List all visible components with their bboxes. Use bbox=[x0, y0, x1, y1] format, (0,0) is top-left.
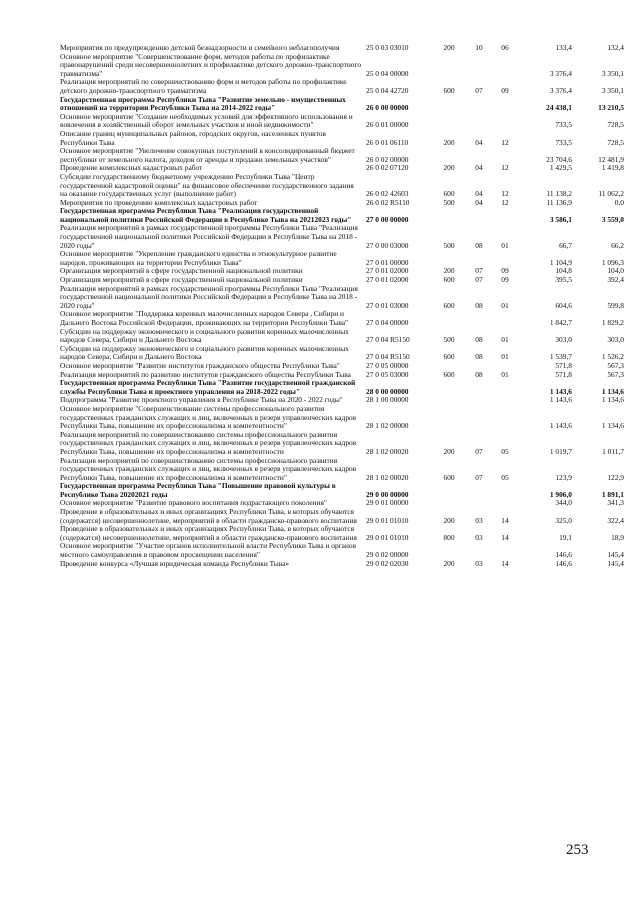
row-vr: 800 bbox=[443, 532, 455, 542]
row-pr: 01 bbox=[501, 240, 509, 250]
row-sum-approved: 66,7 bbox=[559, 240, 572, 250]
row-name: Проведение в образовательных и иных организациях Республики Тыва, в которых обучаются (содержатся) несовершеннолетние, мероприятий в области гражданско-правового воспитания bbox=[60, 507, 357, 525]
row-pr: 12 bbox=[501, 197, 509, 207]
row-vr bbox=[432, 207, 466, 224]
row-sum-executed: 145,4 bbox=[607, 550, 624, 560]
row-code: 27 0 04 R5150 bbox=[366, 335, 410, 345]
table-row bbox=[58, 310, 626, 327]
row-sum-approved: 1 429,5 bbox=[549, 163, 572, 173]
row-name: Государственная программа Республики Тыва "Повышение правовой культуры в Республике Тыва 20202021 годы bbox=[60, 481, 336, 499]
row-sum-approved: 1 539,7 bbox=[549, 352, 572, 362]
row-code: 28 1 00 00000 bbox=[366, 395, 409, 405]
row-pr: 01 bbox=[501, 335, 509, 345]
row-vr bbox=[432, 542, 466, 559]
row-sum-approved: 1 019,7 bbox=[549, 446, 572, 456]
row-pr: 12 bbox=[501, 189, 509, 199]
row-vr: 200 bbox=[443, 558, 455, 568]
row-name: Мероприятия по предупреждению детской безнадзорности и семейного неблагополучия bbox=[60, 43, 340, 52]
row-rz bbox=[466, 542, 492, 559]
row-rz: 03 bbox=[475, 558, 483, 568]
row-sum-executed: 322,4 bbox=[607, 515, 624, 525]
row-code: 28 1 02 00020 bbox=[366, 472, 409, 482]
row-pr bbox=[492, 499, 518, 508]
row-pr bbox=[492, 207, 518, 224]
row-rz: 08 bbox=[475, 369, 483, 379]
row-vr bbox=[432, 113, 466, 130]
row-sum-approved: 1 143,6 bbox=[549, 386, 572, 396]
table-row bbox=[58, 560, 626, 569]
row-rz: 03 bbox=[475, 515, 483, 525]
row-rz: 08 bbox=[475, 352, 483, 362]
row-sum-executed: 567,3 bbox=[607, 369, 624, 379]
row-name: Основное мероприятие "Развитие правового воспитания подрастающего поколения" bbox=[60, 498, 327, 508]
row-name: Реализация мероприятий по совершенствованию системы профессионального развития государственных гражданских служащих и лиц, включенных в резерв управленческих кадров Республики Тыва, повышение их профессионализма и компетентности" bbox=[60, 455, 357, 482]
row-sum-executed: 392,4 bbox=[607, 275, 624, 285]
row-rz: 04 bbox=[475, 197, 483, 207]
row-sum-approved: 24 438,1 bbox=[546, 103, 572, 113]
table-row bbox=[58, 173, 626, 199]
table-row bbox=[58, 482, 626, 499]
row-rz: 07 bbox=[475, 266, 483, 276]
row-sum-approved: 303,0 bbox=[555, 335, 572, 345]
row-rz: 07 bbox=[475, 275, 483, 285]
row-name: Реализация мероприятий по совершенствованию форм и методов работы по профилактике детского дорожно-транспортного травматизма bbox=[60, 77, 347, 95]
row-sum-approved: 146,6 bbox=[555, 550, 572, 560]
row-vr bbox=[432, 499, 466, 508]
row-rz bbox=[466, 96, 492, 113]
row-vr: 600 bbox=[443, 85, 455, 95]
table-row bbox=[58, 405, 626, 431]
row-vr bbox=[432, 310, 466, 327]
budget-table-body bbox=[58, 44, 626, 568]
table-row bbox=[58, 147, 626, 164]
row-sum-approved: 3 376,4 bbox=[549, 68, 572, 78]
row-rz: 03 bbox=[475, 532, 483, 542]
row-sum-approved: 395,5 bbox=[555, 275, 572, 285]
row-name: Описание границ муниципальных районов, городских округов, населенных пунктов Республики Тыва bbox=[60, 128, 326, 147]
row-sum-executed: 3 559,0 bbox=[601, 214, 624, 224]
row-rz bbox=[466, 310, 492, 327]
row-sum-executed: 1 134,6 bbox=[601, 421, 624, 431]
row-pr bbox=[492, 542, 518, 559]
row-sum-executed: 1 011,7 bbox=[602, 446, 624, 456]
row-vr bbox=[432, 147, 466, 164]
row-name: Основное мероприятие "Увеличение совокупных поступлений в консолидированный бюджет республики от земельного налога, доходов от аренды и продажи земельных участков" bbox=[60, 146, 355, 164]
row-code: 27 0 05 00000 bbox=[366, 360, 409, 370]
table-row bbox=[58, 508, 626, 525]
row-sum-executed: 1 134,6 bbox=[601, 386, 624, 396]
row-rz bbox=[466, 396, 492, 405]
row-pr bbox=[492, 96, 518, 113]
table-row bbox=[58, 542, 626, 559]
row-vr: 200 bbox=[443, 43, 455, 52]
row-sum-executed: 66,2 bbox=[611, 240, 624, 250]
row-sum-approved: 11 136,9 bbox=[546, 197, 572, 207]
row-vr: 200 bbox=[443, 515, 455, 525]
table-row bbox=[58, 457, 626, 483]
row-code: 27 0 01 02000 bbox=[366, 266, 409, 276]
row-code: 25 0 04 42720 bbox=[366, 85, 409, 95]
row-sum-approved: 1 143,6 bbox=[549, 395, 572, 405]
row-name: Реализация мероприятий по совершенствованию системы профессионального развития государственных гражданских служащих и лиц, включенных в резерв управленческих кадров Республики Тыва, повышение их профессионализма и компетентности bbox=[60, 429, 357, 456]
row-name: Проведение комплексных кадастровых работ bbox=[60, 163, 203, 173]
row-name: Основное мероприятие "Поддержка коренных малочисленных народов Севера , Сибири и Дальнего Востока Российской Федерации, проживающих на территории Республики Тыва" bbox=[60, 309, 349, 327]
row-sum-approved: 104,8 bbox=[555, 266, 572, 276]
row-rz bbox=[466, 147, 492, 164]
table-row bbox=[58, 53, 626, 79]
row-pr bbox=[492, 113, 518, 130]
table-row bbox=[58, 345, 626, 362]
row-rz: 04 bbox=[475, 137, 483, 147]
row-code: 26 0 02 R5110 bbox=[366, 197, 410, 207]
row-vr bbox=[432, 53, 466, 79]
row-vr: 500 bbox=[443, 335, 455, 345]
row-sum-executed: 1 134,6 bbox=[601, 395, 624, 405]
row-vr: 600 bbox=[443, 472, 455, 482]
row-pr bbox=[492, 379, 518, 396]
row-sum-executed: 18,9 bbox=[611, 532, 624, 542]
row-vr: 500 bbox=[443, 240, 455, 250]
row-sum-approved: 1 906,0 bbox=[549, 489, 572, 499]
table-row bbox=[58, 250, 626, 267]
row-sum-executed: 1 891,1 bbox=[601, 489, 624, 499]
row-pr: 01 bbox=[501, 369, 509, 379]
table-row bbox=[58, 379, 626, 396]
row-code: 28 0 00 00000 bbox=[366, 386, 409, 396]
row-sum-executed: 567,3 bbox=[607, 360, 624, 370]
row-name: Основное мероприятие "Создание необходимых условий для эффективного использования и вовлечения в хозяйственный оборот земельных участков и иной недвижимости" bbox=[60, 111, 353, 130]
row-code: 26 0 02 42603 bbox=[366, 189, 409, 199]
row-sum-approved: 1 143,6 bbox=[549, 421, 572, 431]
row-sum-approved: 133,4 bbox=[555, 43, 572, 52]
row-vr: 600 bbox=[443, 275, 455, 285]
row-vr: 500 bbox=[443, 197, 455, 207]
row-name: Реализация мероприятий в рамках государственной программы Республики Тыва "Реализация государственной национальной политики Российской Федерации в Республике Тыва на 2018 - 2020 годы" bbox=[60, 283, 358, 310]
row-rz bbox=[466, 113, 492, 130]
row-rz: 08 bbox=[475, 240, 483, 250]
row-pr: 09 bbox=[501, 275, 509, 285]
row-sum-approved: 325,0 bbox=[555, 515, 572, 525]
row-rz bbox=[466, 499, 492, 508]
row-code: 26 0 01 06110 bbox=[366, 137, 409, 147]
row-name: Государственная программа Республики Тыва "Реализация государственной национальной политики Российской Федерации в Республике Тыва на 20212023 годы" bbox=[60, 206, 352, 224]
row-sum-approved: 3 376,4 bbox=[549, 85, 572, 95]
row-pr: 14 bbox=[501, 532, 509, 542]
row-vr: 200 bbox=[443, 266, 455, 276]
row-sum-approved: 11 138,2 bbox=[546, 189, 572, 199]
row-code: 26 0 00 00000 bbox=[366, 103, 409, 113]
row-pr: 14 bbox=[501, 515, 509, 525]
row-name: Основное мероприятие "Участие органов исполнительной власти Республики Тыва и органов местного самоуправления в правовом просвещении населения" bbox=[60, 541, 357, 560]
row-sum-approved: 1 842,7 bbox=[549, 318, 572, 327]
row-vr bbox=[432, 405, 466, 431]
row-name: Субсидии на поддержку экономического и социального развития коренных малочисленных народов Севера, Сибири и Дальнего Востока bbox=[60, 343, 349, 362]
row-sum-executed: 12 481,9 bbox=[598, 154, 624, 164]
row-name: Организация мероприятий в сфере государственной национальной политики bbox=[60, 266, 303, 276]
row-code: 27 0 05 03000 bbox=[366, 369, 409, 379]
row-pr: 05 bbox=[501, 472, 509, 482]
row-pr: 14 bbox=[501, 558, 509, 568]
row-rz: 07 bbox=[475, 85, 483, 95]
row-name: Реализация мероприятий по развитию институтов гражданского общества Республики Тыва bbox=[60, 369, 351, 379]
row-pr: 12 bbox=[501, 163, 509, 173]
row-code: 29 0 01 00000 bbox=[366, 498, 409, 508]
row-sum-approved: 571,8 bbox=[555, 369, 572, 379]
row-sum-approved: 3 586,1 bbox=[549, 214, 572, 224]
table-row bbox=[58, 285, 626, 311]
row-pr bbox=[492, 53, 518, 79]
row-pr: 05 bbox=[501, 446, 509, 456]
row-code: 26 0 01 00000 bbox=[366, 120, 409, 130]
row-sum-executed: 3 350,1 bbox=[601, 68, 624, 78]
row-rz bbox=[466, 207, 492, 224]
table-row bbox=[58, 207, 626, 224]
table-row bbox=[58, 130, 626, 147]
row-code: 27 0 00 00000 bbox=[366, 214, 409, 224]
row-pr bbox=[492, 310, 518, 327]
row-vr: 600 bbox=[443, 300, 455, 310]
row-code: 27 0 04 R5150 bbox=[366, 352, 410, 362]
row-rz: 07 bbox=[475, 472, 483, 482]
row-name: Организация мероприятий в сфере государственной национальной политики bbox=[60, 275, 303, 285]
row-pr bbox=[492, 147, 518, 164]
row-sum-executed: 0,0 bbox=[614, 197, 624, 207]
row-name: Государственная программа Республики Тыва "Развитие земельно - имущественных отношений на территории Республики Тыва на 2014-2022 годы" bbox=[60, 94, 346, 113]
row-name: Основное мероприятие "Совершенствование форм, методов работы по профилактике правонарушений среди несовершеннолетних и профилактике детского дорожно-транспортного травматизма" bbox=[60, 51, 362, 78]
row-name: Основное мероприятие "Совершенствование системы профессионального развития государственных гражданских служащих и лиц, включенных в резерв управленческих кадров Республики Тыва, повышение их профессионализма и компетентности" bbox=[60, 403, 357, 431]
row-rz bbox=[466, 482, 492, 499]
row-pr bbox=[492, 482, 518, 499]
row-sum-approved: 344,0 bbox=[555, 498, 572, 508]
row-rz bbox=[466, 250, 492, 267]
row-name: Государственная программа Республики Тыва "Развитие государственной гражданской службы Республики Тыва и проектного управления на 2018-2022 годы" bbox=[60, 378, 356, 396]
row-vr bbox=[432, 379, 466, 396]
row-code: 27 0 04 00000 bbox=[366, 318, 409, 327]
row-sum-executed: 11 062,2 bbox=[598, 189, 624, 199]
row-name: Мероприятия по проведению комплексных кадастровых работ bbox=[60, 197, 258, 207]
row-rz: 04 bbox=[475, 189, 483, 199]
row-code: 29 0 02 02030 bbox=[366, 558, 409, 568]
row-sum-executed: 122,9 bbox=[607, 472, 624, 482]
table-row bbox=[58, 525, 626, 542]
row-rz: 08 bbox=[475, 300, 483, 310]
row-sum-approved: 19,1 bbox=[559, 532, 572, 542]
row-vr bbox=[432, 396, 466, 405]
table-row bbox=[58, 431, 626, 457]
row-name: Проведение в образовательных и иных организациях Республики Тыва, в которых обучаются (содержатся) несовершеннолетние, мероприятий в области гражданско-правового воспитания bbox=[60, 524, 357, 542]
row-sum-executed: 13 210,5 bbox=[598, 103, 624, 113]
row-pr: 12 bbox=[501, 137, 509, 147]
row-pr bbox=[492, 405, 518, 431]
row-rz: 04 bbox=[475, 163, 483, 173]
row-code: 25 0 03 03010 bbox=[366, 43, 409, 52]
row-sum-executed: 104,0 bbox=[607, 266, 624, 276]
table-row bbox=[58, 328, 626, 345]
row-code: 26 0 02 07120 bbox=[366, 163, 409, 173]
row-pr: 01 bbox=[501, 300, 509, 310]
row-name: Проведение конкурса «Лучшая юридическая команда Республики Тыва» bbox=[60, 558, 290, 568]
row-code: 25 0 04 00000 bbox=[366, 68, 409, 78]
row-code: 29 0 01 01010 bbox=[366, 515, 409, 525]
row-sum-approved: 604,6 bbox=[555, 300, 572, 310]
row-name: Подпрограмма "Развитие проектного управления в Республике Тыва на 2020 - 2022 годы" bbox=[60, 395, 343, 405]
row-rz: 10 bbox=[475, 43, 483, 52]
page-number: 253 bbox=[566, 842, 589, 858]
row-sum-executed: 1 419,8 bbox=[601, 163, 624, 173]
row-sum-executed: 599,8 bbox=[607, 300, 624, 310]
row-sum-executed: 341,3 bbox=[607, 498, 624, 508]
row-code: 26 0 02 00000 bbox=[366, 154, 409, 164]
row-sum-approved: 123,9 bbox=[555, 472, 572, 482]
row-sum-executed: 303,0 bbox=[607, 335, 624, 345]
table-row bbox=[58, 96, 626, 113]
row-vr bbox=[432, 250, 466, 267]
row-vr bbox=[432, 482, 466, 499]
table-row bbox=[58, 224, 626, 250]
row-name: Субсидии на поддержку экономического и социального развития коренных малочисленных народов Севера, Сибири и Дальнего Востока bbox=[60, 326, 349, 345]
row-vr: 200 bbox=[443, 163, 455, 173]
row-rz bbox=[466, 53, 492, 79]
row-vr: 200 bbox=[443, 137, 455, 147]
row-sum-executed: 1 526,2 bbox=[601, 352, 624, 362]
row-pr bbox=[492, 250, 518, 267]
row-code: 27 0 00 03000 bbox=[366, 240, 409, 250]
row-rz: 08 bbox=[475, 335, 483, 345]
row-vr: 600 bbox=[443, 189, 455, 199]
row-sum-approved: 146,6 bbox=[555, 558, 572, 568]
row-code: 27 0 01 02000 bbox=[366, 275, 409, 285]
row-code: 28 1 02 00000 bbox=[366, 421, 409, 431]
row-vr: 200 bbox=[443, 446, 455, 456]
row-name: Основное мероприятие "Укрепление гражданского единства и этнокультурное развитие народов, проживающих на территории Республики Тыва" bbox=[60, 249, 337, 267]
row-sum-approved: 733,5 bbox=[555, 137, 572, 147]
row-name: Реализация мероприятий в рамках государственной программы Республики Тыва "Реализация государственной национальной политики Российской Федерации в Республике Тыва на 2018 - 2020 годы" bbox=[60, 223, 358, 250]
row-rz bbox=[466, 379, 492, 396]
row-sum-executed: 728,5 bbox=[607, 120, 624, 130]
row-sum-executed: 1 096,3 bbox=[601, 257, 624, 267]
row-vr: 600 bbox=[443, 352, 455, 362]
row-code: 27 0 01 03000 bbox=[366, 300, 409, 310]
row-sum-executed: 1 829,2 bbox=[601, 318, 624, 327]
row-sum-approved: 23 704,6 bbox=[546, 154, 572, 164]
row-pr bbox=[492, 396, 518, 405]
budget-table bbox=[58, 44, 626, 568]
row-pr: 06 bbox=[501, 43, 509, 52]
row-code: 29 0 01 01010 bbox=[366, 532, 409, 542]
row-pr: 09 bbox=[501, 85, 509, 95]
row-name: Субсидии государственному бюджетному учреждению Республики Тыва "Центр государственной кадастровой оценки" на финансовое обеспечение государственного задания на оказание государственных услуг (выполнение работ) bbox=[60, 171, 354, 199]
row-code: 27 0 01 00000 bbox=[366, 257, 409, 267]
row-code: 28 1 02 00020 bbox=[366, 446, 409, 456]
row-sum-executed: 3 350,1 bbox=[601, 85, 624, 95]
row-pr: 01 bbox=[501, 352, 509, 362]
row-vr bbox=[432, 96, 466, 113]
row-sum-approved: 571,8 bbox=[555, 360, 572, 370]
row-rz bbox=[466, 405, 492, 431]
row-pr: 09 bbox=[501, 266, 509, 276]
row-code: 29 0 00 00000 bbox=[366, 489, 409, 499]
table-row bbox=[58, 78, 626, 95]
row-rz: 07 bbox=[475, 446, 483, 456]
row-sum-approved: 733,5 bbox=[555, 120, 572, 130]
row-code: 29 0 02 00000 bbox=[366, 550, 409, 560]
row-sum-executed: 132,4 bbox=[607, 43, 624, 52]
row-sum-executed: 145,4 bbox=[607, 558, 624, 568]
row-sum-executed: 728,5 bbox=[607, 137, 624, 147]
row-sum-approved: 1 104,9 bbox=[549, 257, 572, 267]
row-name: Основное мероприятие "Развитие институтов гражданского общества Республики Тыва" bbox=[60, 360, 340, 370]
table-row bbox=[58, 113, 626, 130]
row-vr: 600 bbox=[443, 369, 455, 379]
